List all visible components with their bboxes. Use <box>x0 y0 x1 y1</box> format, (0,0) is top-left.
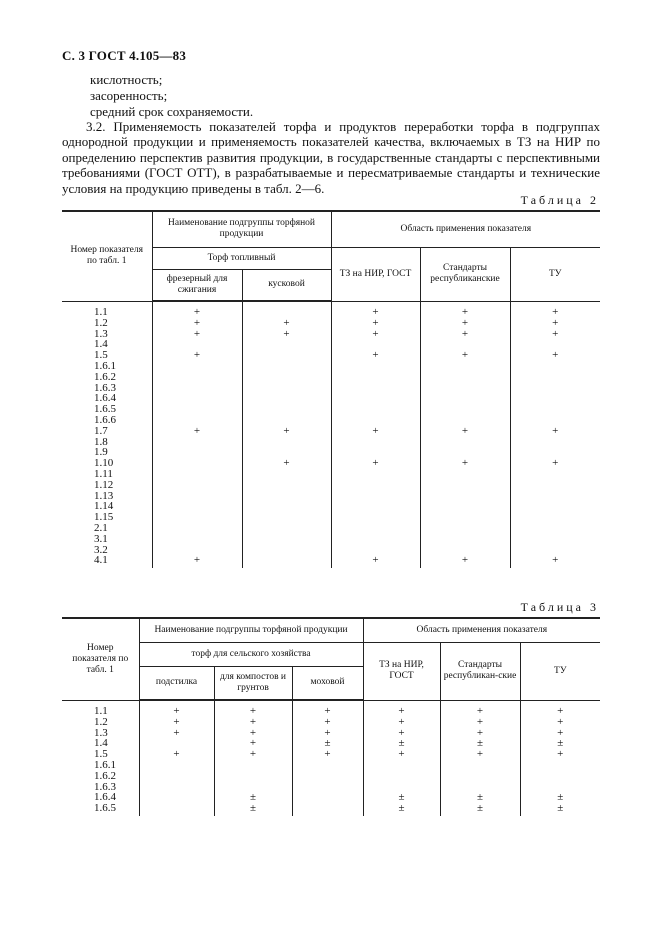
table-cell <box>292 803 363 816</box>
table-row <box>62 512 600 523</box>
table-cell: + <box>420 458 510 469</box>
table-cell: + <box>292 717 363 728</box>
col-header-moss: моховой <box>292 666 363 700</box>
table-cell <box>510 469 600 480</box>
table-cell <box>242 301 331 318</box>
table-row <box>62 803 600 816</box>
table-cell <box>152 393 242 404</box>
table-cell: + <box>510 426 600 437</box>
table-cell: + <box>292 700 363 717</box>
row-number-cell: 1.3 <box>62 728 139 739</box>
table-row <box>62 361 600 372</box>
table-cell <box>242 372 331 383</box>
table-cell <box>331 372 420 383</box>
table-cell <box>420 501 510 512</box>
table-row <box>62 534 600 545</box>
table-cell: + <box>440 717 520 728</box>
table-cell <box>242 469 331 480</box>
table-cell <box>331 383 420 394</box>
table-row <box>62 700 600 717</box>
row-number-cell: 1.6.4 <box>62 792 139 803</box>
table-cell <box>292 771 363 782</box>
table-cell <box>510 534 600 545</box>
table-cell <box>242 523 331 534</box>
col-header-num: Номер показателя по табл. 1 <box>62 211 152 301</box>
table-cell: ± <box>363 738 440 749</box>
table-row <box>62 350 600 361</box>
table-cell <box>420 361 510 372</box>
table-cell <box>363 760 440 771</box>
table-cell: + <box>363 728 440 739</box>
table-cell: + <box>331 318 420 329</box>
table-row <box>62 555 600 568</box>
table-cell <box>331 469 420 480</box>
table-cell <box>510 480 600 491</box>
row-number-cell: 1.6.1 <box>62 760 139 771</box>
table-row <box>62 469 600 480</box>
row-number-cell: 3.1 <box>62 534 152 545</box>
table-cell <box>420 512 510 523</box>
row-number-cell: 1.10 <box>62 458 152 469</box>
table-cell: ± <box>520 803 600 816</box>
table-cell <box>152 491 242 502</box>
table-cell <box>420 404 510 415</box>
table-cell: + <box>440 728 520 739</box>
table-cell: + <box>520 717 600 728</box>
table-cell <box>420 491 510 502</box>
table-row <box>62 717 600 728</box>
table-cell: ± <box>440 803 520 816</box>
table-row <box>62 458 600 469</box>
col-header-tz: ТЗ на НИР, ГОСТ <box>331 247 420 301</box>
table-cell: + <box>152 426 242 437</box>
row-number-cell: 1.12 <box>62 480 152 491</box>
table-cell: + <box>331 458 420 469</box>
table-cell <box>510 437 600 448</box>
table-cell <box>242 404 331 415</box>
table-cell <box>510 393 600 404</box>
row-number-cell: 1.7 <box>62 426 152 437</box>
table-row <box>62 318 600 329</box>
table-cell <box>420 523 510 534</box>
table-row <box>62 491 600 502</box>
table-row <box>62 728 600 739</box>
col-header-agri: торф для сельского хозяйства <box>139 642 363 666</box>
table-cell: ± <box>363 803 440 816</box>
col-header-milled: фрезерный для сжигания <box>152 269 242 301</box>
table-cell: + <box>152 318 242 329</box>
table-cell <box>139 760 214 771</box>
table-row <box>62 437 600 448</box>
table-cell: + <box>420 329 510 340</box>
paragraph-text: 3.2. Применяемость показателей торфа и продуктов переработки торфа в подгруппах однородной продукции и применяемость показателей качества, включаемых в ТЗ на НИР по определению перспектив развития продукции, в государственные стандарты с перспективными требованиями (ГОСТ ОТТ), в разрабатываемые и пересматриваемые стандарты и технические условия на продукцию приведены в табл. 2—6. <box>62 119 600 196</box>
col-header-area: Область применения показателя <box>331 211 600 247</box>
table-cell: + <box>242 426 331 437</box>
row-number-cell: 1.6.4 <box>62 393 152 404</box>
table-cell <box>520 760 600 771</box>
table-cell: + <box>152 555 242 568</box>
table-cell: + <box>363 717 440 728</box>
table-2 <box>62 210 600 568</box>
table-cell: + <box>420 350 510 361</box>
table-cell <box>152 512 242 523</box>
row-number-cell: 2.1 <box>62 523 152 534</box>
row-number-cell: 1.1 <box>62 700 139 717</box>
table-cell: ± <box>440 738 520 749</box>
table-row <box>62 404 600 415</box>
table-cell: + <box>152 301 242 318</box>
table3-caption: Таблица 3 <box>520 600 599 614</box>
row-number-cell: 1.3 <box>62 329 152 340</box>
table-cell: + <box>520 749 600 760</box>
table-cell <box>331 523 420 534</box>
table-cell: + <box>520 700 600 717</box>
col-header-area: Область применения показателя <box>363 618 600 642</box>
table-cell <box>242 383 331 394</box>
table-cell <box>242 491 331 502</box>
table-cell <box>292 782 363 793</box>
col-header-tz: ТЗ на НИР, ГОСТ <box>363 642 440 700</box>
table-cell: + <box>214 738 292 749</box>
table-cell <box>152 501 242 512</box>
table-cell <box>420 480 510 491</box>
paragraph-3-2 <box>62 119 600 196</box>
row-number-cell: 1.1 <box>62 301 152 318</box>
col-header-compost: для компостов и грунтов <box>214 666 292 700</box>
row-number-cell: 1.6.2 <box>62 771 139 782</box>
table-cell: + <box>420 318 510 329</box>
table-cell <box>152 534 242 545</box>
table-cell: + <box>363 700 440 717</box>
row-number-cell: 1.4 <box>62 339 152 350</box>
table-cell <box>152 469 242 480</box>
row-number-cell: 4.1 <box>62 555 152 568</box>
table3-body <box>62 700 600 816</box>
table-cell <box>331 480 420 491</box>
table-3 <box>62 617 600 816</box>
list-item: кислотность; <box>90 72 163 87</box>
table-cell: + <box>363 749 440 760</box>
table-cell: + <box>440 749 520 760</box>
table-row <box>62 339 600 350</box>
table-cell <box>152 480 242 491</box>
table-cell: ± <box>214 803 292 816</box>
table-cell: ± <box>520 792 600 803</box>
table-row <box>62 393 600 404</box>
table-cell <box>292 760 363 771</box>
table-cell: ± <box>440 792 520 803</box>
row-number-cell: 1.6.2 <box>62 372 152 383</box>
table-cell: + <box>510 555 600 568</box>
col-header-fuel: Торф топливный <box>152 247 331 269</box>
table-cell <box>420 372 510 383</box>
table-cell: + <box>510 329 600 340</box>
table-cell: + <box>331 350 420 361</box>
table-cell <box>420 437 510 448</box>
table-row <box>62 372 600 383</box>
table-cell: + <box>214 749 292 760</box>
table-row <box>62 738 600 749</box>
table-row <box>62 480 600 491</box>
row-number-cell: 1.11 <box>62 469 152 480</box>
table-cell: + <box>242 458 331 469</box>
table-cell <box>152 404 242 415</box>
row-number-cell: 1.8 <box>62 437 152 448</box>
table-cell <box>363 771 440 782</box>
table-cell <box>331 501 420 512</box>
table-cell: + <box>214 728 292 739</box>
row-number-cell: 1.6.3 <box>62 383 152 394</box>
table-row <box>62 426 600 437</box>
col-header-rep: Стандарты республикан-ские <box>440 642 520 700</box>
table-cell: + <box>292 728 363 739</box>
table-cell <box>331 512 420 523</box>
table-row <box>62 545 600 556</box>
table-row <box>62 792 600 803</box>
table-cell <box>242 512 331 523</box>
table-cell <box>331 437 420 448</box>
table-cell: + <box>214 717 292 728</box>
table2-caption: Таблица 2 <box>520 193 599 207</box>
table-cell <box>242 350 331 361</box>
list-item: средний срок сохраняемости. <box>90 104 254 119</box>
row-number-cell: 3.2 <box>62 545 152 556</box>
table-cell <box>510 491 600 502</box>
table-cell: + <box>292 749 363 760</box>
col-header-subgroup: Наименование подгруппы торфяной продукции <box>152 211 331 247</box>
table-cell: + <box>331 301 420 318</box>
table-cell <box>214 771 292 782</box>
table-cell <box>139 771 214 782</box>
row-number-cell: 1.13 <box>62 491 152 502</box>
table-row <box>62 329 600 340</box>
table-cell: + <box>139 700 214 717</box>
table-cell: + <box>152 329 242 340</box>
table-cell <box>331 393 420 404</box>
table-cell: + <box>510 458 600 469</box>
table-cell <box>420 534 510 545</box>
table-row <box>62 771 600 782</box>
table-row <box>62 301 600 318</box>
page-header: С. 3 ГОСТ 4.105—83 <box>62 48 187 63</box>
table-cell <box>152 447 242 458</box>
table-cell <box>242 339 331 350</box>
table-row <box>62 501 600 512</box>
row-number-cell: 1.14 <box>62 501 152 512</box>
table-cell: + <box>420 301 510 318</box>
table-cell <box>214 760 292 771</box>
table-cell <box>242 361 331 372</box>
table2-body <box>62 301 600 568</box>
table-row <box>62 383 600 394</box>
table-cell: + <box>331 329 420 340</box>
row-number-cell: 1.6.5 <box>62 803 139 816</box>
table-cell <box>152 437 242 448</box>
row-number-cell: 1.6.1 <box>62 361 152 372</box>
row-number-cell: 1.9 <box>62 447 152 458</box>
table-row <box>62 760 600 771</box>
table-cell: + <box>214 700 292 717</box>
row-number-cell: 1.6.3 <box>62 782 139 793</box>
table-cell <box>139 792 214 803</box>
table-cell <box>242 437 331 448</box>
table-cell: + <box>242 329 331 340</box>
table-cell: + <box>331 426 420 437</box>
col-header-rep: Стандарты республиканские <box>420 247 510 301</box>
table-cell: + <box>510 350 600 361</box>
list-item: засоренность; <box>90 88 168 103</box>
table-cell: + <box>242 318 331 329</box>
table-cell: + <box>139 717 214 728</box>
row-number-cell: 1.6.5 <box>62 404 152 415</box>
table-cell <box>440 760 520 771</box>
table-cell <box>420 383 510 394</box>
table-cell <box>420 469 510 480</box>
table-row <box>62 447 600 458</box>
row-number-cell: 1.5 <box>62 749 139 760</box>
table-cell: ± <box>292 738 363 749</box>
table-cell: + <box>152 350 242 361</box>
table-cell <box>242 480 331 491</box>
table-row <box>62 415 600 426</box>
col-header-bedding: подстилка <box>139 666 214 700</box>
table-cell <box>152 458 242 469</box>
table-cell <box>510 372 600 383</box>
row-number-cell: 1.15 <box>62 512 152 523</box>
table-cell: + <box>331 555 420 568</box>
col-header-lump: кусковой <box>242 269 331 301</box>
table-cell: + <box>420 555 510 568</box>
table-cell <box>152 523 242 534</box>
col-header-tu: ТУ <box>520 642 600 700</box>
table-cell <box>242 545 331 556</box>
table-cell <box>292 792 363 803</box>
table-cell: + <box>139 728 214 739</box>
table-cell <box>420 393 510 404</box>
table-cell <box>510 361 600 372</box>
table-cell <box>152 372 242 383</box>
row-number-cell: 1.6.6 <box>62 415 152 426</box>
table-cell: + <box>139 749 214 760</box>
table-cell <box>331 534 420 545</box>
table-cell <box>510 512 600 523</box>
row-number-cell: 1.2 <box>62 717 139 728</box>
table-cell <box>331 361 420 372</box>
col-header-num: Номер показателя по табл. 1 <box>62 618 139 700</box>
table-cell <box>242 501 331 512</box>
table-cell: + <box>520 728 600 739</box>
table-cell <box>510 383 600 394</box>
table-cell <box>510 501 600 512</box>
table-cell <box>510 404 600 415</box>
table-cell <box>331 404 420 415</box>
table-cell: + <box>420 426 510 437</box>
table-cell: + <box>510 318 600 329</box>
col-header-tu: ТУ <box>510 247 600 301</box>
table-cell <box>139 782 214 793</box>
table-cell: ± <box>214 792 292 803</box>
table-cell <box>152 361 242 372</box>
table-cell <box>139 803 214 816</box>
table-cell <box>242 555 331 568</box>
table-cell <box>152 383 242 394</box>
table-cell <box>242 393 331 404</box>
table-cell: ± <box>520 738 600 749</box>
table-cell: ± <box>363 792 440 803</box>
table-cell <box>510 523 600 534</box>
row-number-cell: 1.5 <box>62 350 152 361</box>
table-cell: + <box>510 301 600 318</box>
table-cell <box>331 491 420 502</box>
table-cell <box>440 771 520 782</box>
col-header-subgroup: Наименование подгруппы торфяной продукции <box>139 618 363 642</box>
table-row <box>62 782 600 793</box>
table-cell: + <box>440 700 520 717</box>
table-row <box>62 749 600 760</box>
table-cell <box>242 534 331 545</box>
row-number-cell: 1.2 <box>62 318 152 329</box>
table-row <box>62 523 600 534</box>
row-number-cell: 1.4 <box>62 738 139 749</box>
table-cell <box>520 771 600 782</box>
